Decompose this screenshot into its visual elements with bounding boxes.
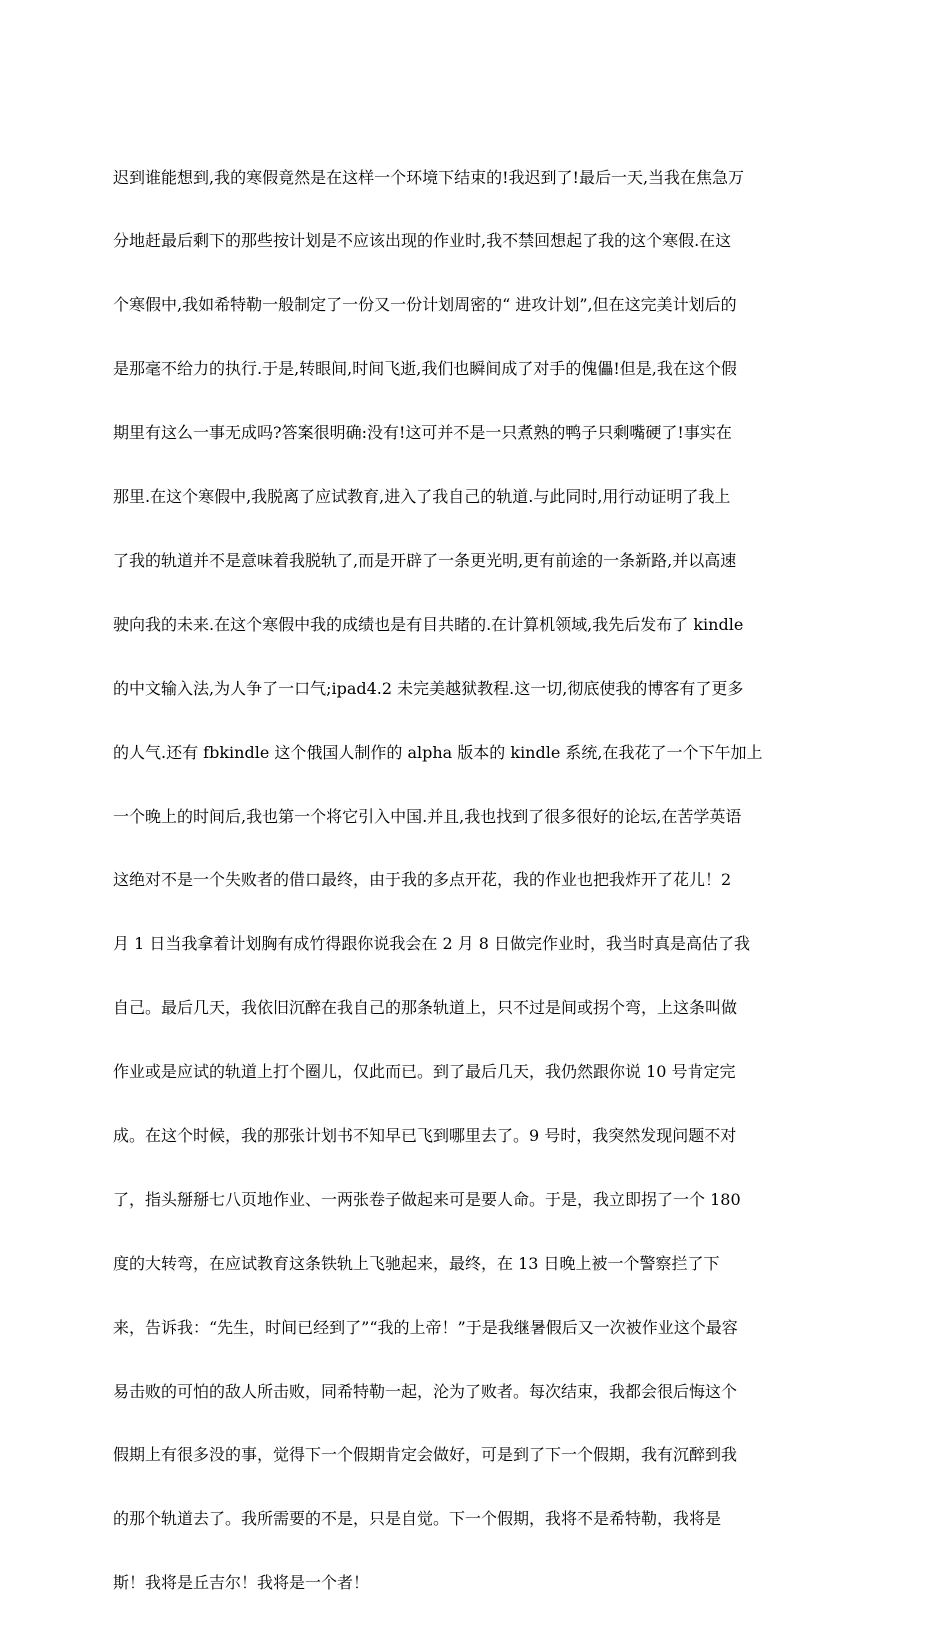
essay-line: 的中文输入法,为人争了一口气;ipad4.2 未完美越狱教程.这一切,彻底使我的博客有了更多 bbox=[113, 678, 744, 698]
essay-line: 的那个轨道去了。我所需要的不是，只是自觉。下一个假期，我将不是希特勒，我将是 bbox=[113, 1509, 722, 1529]
essay-line: 月 1 日当我拿着计划胸有成竹得跟你说我会在 2 月 8 日做完作业时，我当时真是高估了我 bbox=[113, 934, 751, 954]
essay-line: 了，指头掰掰七八页地作业、一两张卷子做起来可是要人命。于是，我立即拐了一个 180 bbox=[113, 1189, 741, 1209]
essay-line: 成。在这个时候，我的那张计划书不知早已飞到哪里去了。9 号时，我突然发现问题不对 bbox=[113, 1125, 737, 1145]
essay-line: 了我的轨道并不是意味着我脱轨了,而是开辟了一条更光明,更有前途的一条新路,并以高速 bbox=[113, 550, 737, 570]
essay-line: 斯！我将是丘吉尔！我将是一个者！ bbox=[113, 1573, 370, 1593]
essay-line: 度的大转弯，在应试教育这条铁轨上飞驰起来，最终，在 13 日晚上被一个警察拦了下 bbox=[113, 1253, 720, 1273]
essay-line: 易击败的可怕的敌人所击败，同希特勒一起，沦为了败者。每次结束，我都会很后悔这个 bbox=[113, 1381, 738, 1401]
essay-line: 期里有这么一事无成吗?答案很明确:没有!这可并不是一只煮熟的鸭子只剩嘴硬了!事实在 bbox=[113, 423, 732, 443]
essay-line: 来，告诉我：“先生，时间已经到了”“我的上帝！”于是我继暑假后又一次被作业这个最容 bbox=[113, 1317, 738, 1337]
essay-line: 作业或是应试的轨道上打个圈儿，仅此而已。到了最后几天，我仍然跟你说 10 号肯定完 bbox=[113, 1062, 736, 1082]
essay-line: 迟到谁能想到,我的寒假竟然是在这样一个环境下结束的!我迟到了!最后一天,当我在焦急万 bbox=[113, 167, 745, 187]
essay-body bbox=[113, 124, 840, 1636]
essay-line: 自己。最后几天，我依旧沉醉在我自己的那条轨道上，只不过是间或拐个弯，上这条叫做 bbox=[113, 998, 738, 1018]
essay-line: 一个晚上的时间后,我也第一个将它引入中国.并且,我也找到了很多很好的论坛,在苦学英语 bbox=[113, 806, 742, 826]
essay-line: 驶向我的未来.在这个寒假中我的成绩也是有目共睹的.在计算机领域,我先后发布了 kindle bbox=[113, 614, 744, 634]
essay-line: 分地赶最后剩下的那些按计划是不应该出现的作业时,我不禁回想起了我的这个寒假.在这 bbox=[113, 231, 732, 251]
essay-line: 的人气.还有 fbkindle 这个俄国人制作的 alpha 版本的 kindle 系统,在我花了一个下午加上 bbox=[113, 742, 763, 762]
essay-line: 是那毫不给力的执行.于是,转眼间,时间飞逝,我们也瞬间成了对手的傀儡!但是,我在这个假 bbox=[113, 359, 737, 379]
essay-line: 这绝对不是一个失败者的借口最终，由于我的多点开花，我的作业也把我炸开了花儿！2 bbox=[113, 870, 732, 890]
essay-line: 那里.在这个寒假中,我脱离了应试教育,进入了我自己的轨道.与此同时,用行动证明了我上 bbox=[113, 487, 731, 507]
essay-line: 个寒假中,我如希特勒一般制定了一份又一份计划周密的“ 进攻计划”,但在这完美计划后的 bbox=[113, 295, 737, 315]
essay-line: 假期上有很多没的事，觉得下一个假期肯定会做好，可是到了下一个假期，我有沉醉到我 bbox=[113, 1445, 738, 1465]
